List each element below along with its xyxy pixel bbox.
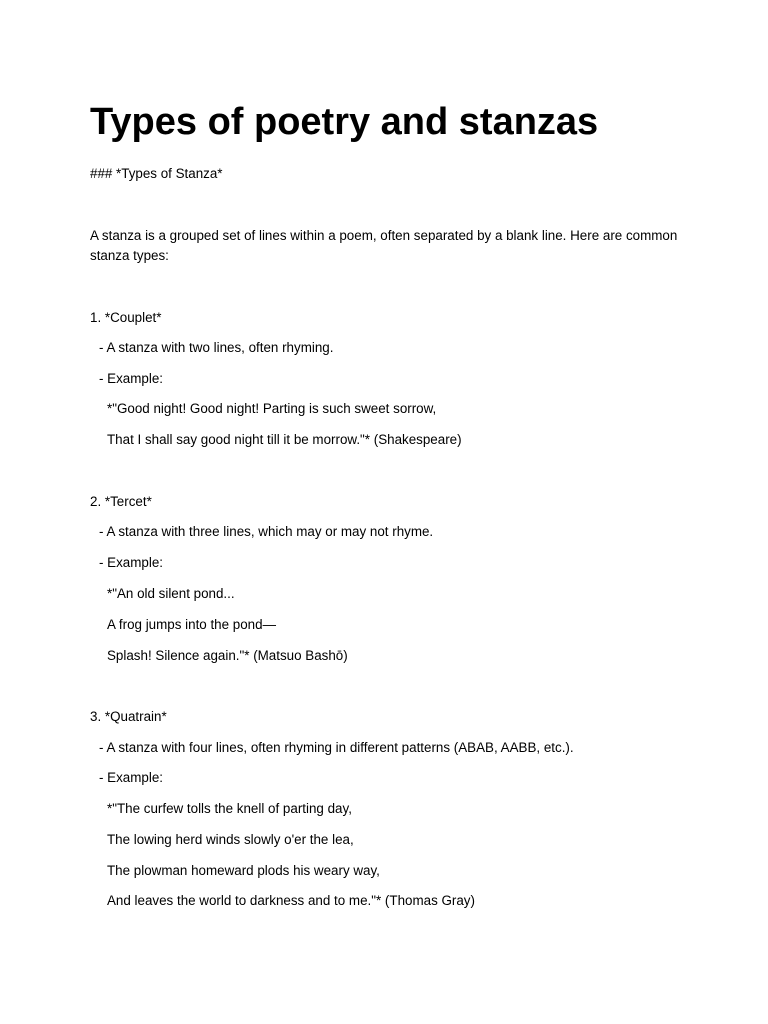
intro-paragraph: A stanza is a grouped set of lines within a poem, often separated by a blank line. Here are common stanza types: [90,228,678,263]
page-title: Types of poetry and stanzas [90,101,599,143]
example-line-quatrain-4: And leaves the world to darkness and to me."* (Thomas Gray) [107,893,475,908]
example-line-couplet-2: That I shall say good night till it be morrow."* (Shakespeare) [107,432,462,447]
section-description-quatrain: - A stanza with four lines, often rhyming in different patterns (ABAB, AABB, etc.). [99,740,574,755]
section-description-tercet: - A stanza with three lines, which may or may not rhyme. [99,524,434,539]
example-label-tercet: - Example: [99,555,163,570]
example-line-tercet-1: *"An old silent pond... [107,586,235,601]
example-label-quatrain: - Example: [99,770,163,785]
example-line-quatrain-3: The plowman homeward plods his weary way, [107,863,380,878]
example-line-tercet-3: Splash! Silence again."* (Matsuo Bashō) [107,648,348,663]
example-label-couplet: - Example: [99,371,163,386]
section-heading-couplet: 1. *Couplet* [90,310,162,325]
section-description-couplet: - A stanza with two lines, often rhyming. [99,340,334,355]
subheading: ### *Types of Stanza* [90,166,223,181]
example-line-couplet-1: *"Good night! Good night! Parting is such sweet sorrow, [107,401,437,416]
example-line-quatrain-1: *"The curfew tolls the knell of parting day, [107,801,352,816]
example-line-quatrain-2: The lowing herd winds slowly o'er the lea, [107,832,354,847]
section-heading-quatrain: 3. *Quatrain* [90,709,167,724]
section-heading-tercet: 2. *Tercet* [90,494,152,509]
example-line-tercet-2: A frog jumps into the pond— [107,617,276,632]
